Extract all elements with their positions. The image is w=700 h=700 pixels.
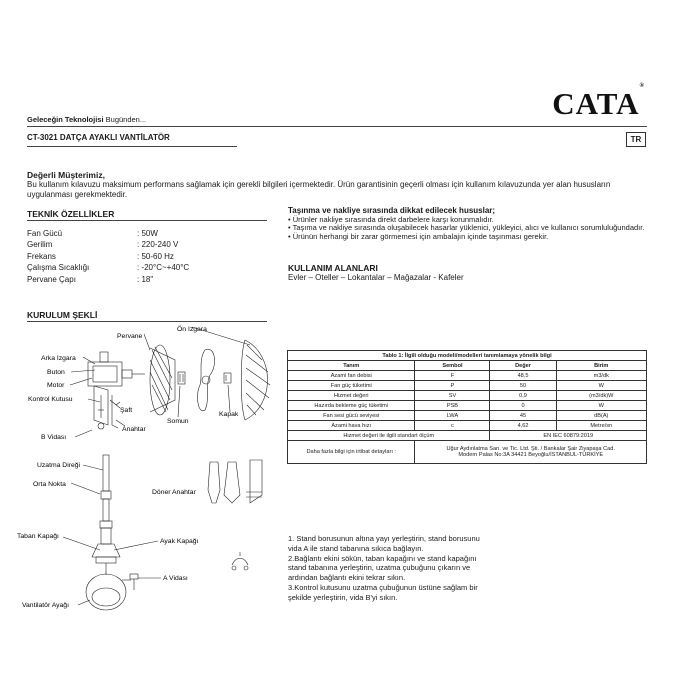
transport-item: • Taşıma ve nakliye sırasında oluşabilecek hasarlar yüklenici, yükleyici, alıcı ve kullanıcı sorumluluğundadır. xyxy=(288,223,645,233)
step-item: 1. Stand borusunun altına yayı yerleştirin, stand borusunu vida A ile stand tabanına sıkıca bağlayın. xyxy=(288,534,480,553)
spec-label: Frekans xyxy=(27,251,56,261)
motor-drawing xyxy=(88,352,145,386)
spec-label: Pervane Çapı xyxy=(27,274,76,284)
table-cell: 0 xyxy=(490,401,556,411)
label-kontrol: Kontrol Kutusu xyxy=(28,396,73,403)
table-caption-row xyxy=(288,351,647,361)
spec-label: Çalışma Sıcaklığı xyxy=(27,263,90,273)
header-rule xyxy=(27,126,647,127)
table-cell: Hizmet değeri xyxy=(288,391,415,401)
table-header-row xyxy=(288,361,647,371)
label-b-vidasi: B Vidası xyxy=(41,434,67,441)
table-row xyxy=(288,411,647,421)
table-row xyxy=(288,381,647,391)
contact-details xyxy=(415,441,647,464)
assembly-heading: KURULUM ŞEKLİ xyxy=(27,310,98,320)
uses-section xyxy=(288,263,464,283)
uses-text: Evler – Oteller – Lokantalar – Mağazalar - Kafeler xyxy=(288,273,464,282)
table-cell: 0,9 xyxy=(490,391,556,401)
brand-name: CATA xyxy=(552,86,640,121)
spec-label: Gerilim xyxy=(27,240,53,250)
label-orta-nokta: Orta Nokta xyxy=(33,481,66,488)
label-arka-izgara: Arka Izgara xyxy=(41,355,76,362)
table-header: Birim xyxy=(556,361,646,371)
transport-item: • Ürünün herhangi bir zarar görmemesi için ambalajın içinde taşınması gerekir. xyxy=(288,231,549,241)
info-table xyxy=(287,350,647,464)
table-row xyxy=(288,421,647,431)
label-somun: Somun xyxy=(167,418,189,425)
blade-drawing xyxy=(198,349,215,411)
spec-value: : 18" xyxy=(137,274,154,284)
assembly-diagram xyxy=(0,315,285,625)
label-ayak-kapagi: Ayak Kapağı xyxy=(160,538,199,545)
specs-rule xyxy=(27,220,267,221)
label-buton: Buton xyxy=(47,369,65,376)
table-cell: W xyxy=(556,401,646,411)
label-motor: Motor xyxy=(47,382,65,389)
contact-line: Modern Palas No:3A 34421 Beyoğlu/İSTANBUL-TÜRKİYE xyxy=(458,452,604,458)
spec-value: : 220-240 V xyxy=(137,240,179,250)
step-item: 2.Bağlantı ekini sökün, taban kapağını ve stand kapağını stand tabanına yerleştirin, uzatma çubuğunu çıkarın ve ardından bağlantı ekini tekrar sıkın. xyxy=(288,553,477,583)
label-uzatma: Uzatma Direği xyxy=(37,462,81,469)
greeting: Değerli Müşterimiz, xyxy=(27,170,105,180)
label-taban-kapagi: Taban Kapağı xyxy=(17,533,59,540)
table-cell: 48,5 xyxy=(490,371,556,381)
pole-drawing xyxy=(92,455,120,563)
specs-heading: TEKNİK ÖZELLİKLER xyxy=(27,209,115,219)
label-on-izgara: Ön Izgara xyxy=(177,326,207,333)
uses-heading: KULLANIM ALANLARI xyxy=(288,263,378,273)
spec-value: : 50W xyxy=(137,229,158,238)
table-cell: Fan sesi gücü seviyesi xyxy=(288,411,415,421)
table-cell: Hazırda bekleme güç tüketimi xyxy=(288,401,415,411)
transport-heading: Taşınma ve nakliye sırasında dikkat edilecek hususlar; xyxy=(288,206,496,215)
contact-label: Daha fazla bilgi için irtibat detayları : xyxy=(288,441,415,464)
spec-row xyxy=(27,274,189,285)
table-cell: PSB xyxy=(415,401,490,411)
table-cell: P xyxy=(415,381,490,391)
table-cell: W xyxy=(556,381,646,391)
back-grille-drawing xyxy=(150,345,175,415)
step-item: 3.Kontrol kutusunu uzatma çubuğunun üstüne sağlam bir şekilde yerleştirin, vida B'yi sıkın. xyxy=(288,582,478,602)
cap-drawing xyxy=(224,373,231,383)
table-header: Sembol xyxy=(415,361,490,371)
front-grille-drawing xyxy=(241,340,270,420)
table-header: Tanım xyxy=(288,361,415,371)
label-kapak: Kapak xyxy=(219,411,239,418)
table-cell: m3/dk xyxy=(556,371,646,381)
transport-notes xyxy=(288,207,658,241)
table-caption: Tablo 1: İlgili olduğu modeli/modelleri tanımlamaya yönelik bilgi xyxy=(288,351,647,361)
label-doner: Döner Anahtar xyxy=(152,489,196,496)
table-cell: SV xyxy=(415,391,490,401)
leader-lines xyxy=(63,327,250,605)
trademark: ® xyxy=(639,82,645,89)
specs-table xyxy=(27,228,189,285)
table-cell: c xyxy=(415,421,490,431)
label-a-vidasi: A Vidası xyxy=(163,575,188,582)
spec-value: : -20°C~+40°C xyxy=(137,263,190,273)
assembly-steps xyxy=(288,534,488,603)
label-ayak: Vantilatör Ayağı xyxy=(22,602,69,609)
spec-row xyxy=(27,251,189,262)
label-pervane: Pervane xyxy=(117,333,143,340)
table-cell: 50 xyxy=(490,381,556,391)
spec-label: Fan Gücü xyxy=(27,229,63,238)
label-anahtar: Anahtar xyxy=(122,426,146,433)
spec-row xyxy=(27,228,189,239)
tagline-bold: Geleceğin Teknolojisi xyxy=(27,115,104,124)
language-badge: TR xyxy=(626,132,646,147)
spec-row xyxy=(27,239,189,250)
tagline xyxy=(27,115,146,124)
control-box-drawing xyxy=(94,386,120,429)
spec-value: : 50-60 Hz xyxy=(137,251,174,261)
table-cell: Azami fan debisi xyxy=(288,371,415,381)
table-header: Değer xyxy=(490,361,556,371)
contact-line: Uğur Aydınlatma San. ve Tic. Ltd. Şti. / Bankalar Şair Ziyapaşa Cad. xyxy=(446,446,615,452)
base-drawing xyxy=(86,563,131,610)
transport-item: • Ürünler nakliye sırasında direkt darbelere karşı korunmalıdır. xyxy=(288,214,494,224)
nut-drawing xyxy=(178,372,185,384)
standard-value: EN IEC 60879:2019 xyxy=(490,431,647,441)
table-cell: Fan güç tüketimi xyxy=(288,381,415,391)
table-cell: dB(A) xyxy=(556,411,646,421)
table-cell: (m3/dk)W xyxy=(556,391,646,401)
tagline-rest: Bugünden... xyxy=(105,115,147,124)
table-row xyxy=(288,401,647,411)
spec-row xyxy=(27,262,189,273)
screw-a-drawing xyxy=(130,574,138,590)
table-cell: Azami hava hızı xyxy=(288,421,415,431)
intro-text: Bu kullanım kılavuzu maksimum performans sağlamak için gerekli bilgileri içermektedir. Ürün garantisinin geçerli olması için kullanım kılavuzunda yer alan hususların uygulanması gerekmektedir. xyxy=(27,180,611,199)
title-rule xyxy=(27,146,237,147)
table-row xyxy=(288,371,647,381)
table-cell: LWA xyxy=(415,411,490,421)
page-title: CT-3021 DATÇA AYAKLI VANTİLATÖR xyxy=(27,133,170,142)
rotary-key-drawing xyxy=(208,460,262,503)
table-row xyxy=(288,391,647,401)
table-cell: 4,62 xyxy=(490,421,556,431)
brand-logo xyxy=(552,82,645,122)
table-standard-row xyxy=(288,431,647,441)
foot-cap-drawing xyxy=(232,552,248,570)
table-cell: Metre/sn xyxy=(556,421,646,431)
table-contact-row xyxy=(288,441,647,464)
table-cell: F xyxy=(415,371,490,381)
standard-label: Hizmet değeri ile ilgili standart ölçüm xyxy=(288,431,490,441)
label-saft: Şaft xyxy=(120,407,133,414)
table-cell: 45 xyxy=(490,411,556,421)
